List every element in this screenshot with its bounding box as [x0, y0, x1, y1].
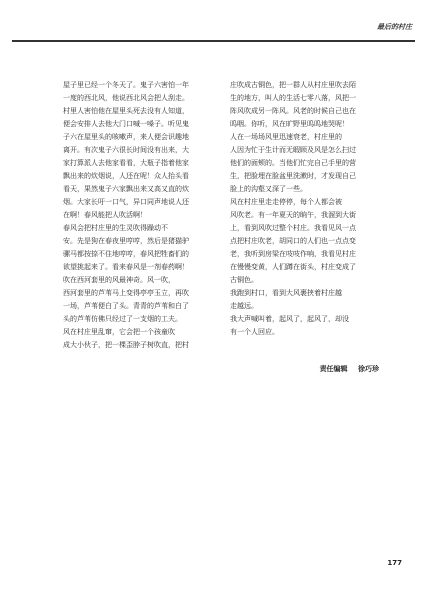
- text-line: 我跑到村口，看到大风裹挟着村庄越: [230, 289, 342, 297]
- text-line: 一场，芦苇便白了头。青青的芦苇和白了: [63, 302, 189, 310]
- text-line: 在啊！春风能把人吹活啊！: [63, 211, 147, 219]
- text-line: 子六在屋里头的咳嗽声，来人便会识趣地: [63, 133, 189, 141]
- text-line: 离开。有次鬼子六很长时间没有出来，大: [63, 146, 189, 154]
- text-line: 走越远。: [230, 302, 258, 310]
- text-line: 人因为忙于生计而无暇顾及风是怎么扫过: [230, 146, 356, 154]
- text-line: 上，看到风吹过整个村庄。我看见风一点: [230, 224, 356, 232]
- editor-signature: [293, 364, 379, 374]
- right-text-column: [230, 79, 378, 339]
- text-line: 风吹老。有一年夏天的晌午，我溜到大街: [230, 211, 356, 219]
- text-line: 吹在西河套里的风最神奇。风一吹，: [63, 276, 175, 284]
- text-line: 呜咽。你听，风在旷野里呜呜地哭呢！: [230, 120, 349, 128]
- text-line: 看天，果然鬼子六家飘出来又高又直的炊: [63, 185, 189, 193]
- left-text-column: [63, 79, 211, 352]
- text-line: 我大声喊叫着，起风了，起风了，却没: [230, 315, 349, 323]
- text-line: 脸上的沟壑又深了一些。: [230, 185, 307, 193]
- text-line: 村里人害怕他在屋里头死去没有人知道，: [63, 107, 189, 115]
- text-line: 一度的西北风，他说西北风会把人刮走。: [63, 94, 189, 102]
- text-line: 庄吹成古铜色，把一群人从村庄里吹去陌: [230, 81, 356, 89]
- text-line: 人在一场场风里迅速衰老，村庄里的: [230, 133, 342, 141]
- text-line: 生，把脸埋在脸盆里洗漱时，才发现自己: [230, 172, 356, 180]
- header-rule: [12, 40, 415, 42]
- text-line: 家打算派人去他家看看，大瓶子指着他家: [63, 159, 189, 167]
- text-line: 风在村庄里走走停停，每个人都会被: [230, 198, 342, 206]
- text-line: 风在村庄里乱窜，它会把一个孩童吹: [63, 328, 175, 336]
- text-line: 他们的面颊的。当他们忙完自己手里的营: [230, 159, 356, 167]
- text-line: 骡马都按捺不住地哼哼，春风把牲畜们的: [63, 250, 189, 258]
- running-header-title: 最后的村庄: [377, 23, 412, 31]
- text-line: 阵风吹成另一阵风。风老的时候自己也在: [230, 107, 356, 115]
- editor-name: 徐巧珍: [358, 365, 379, 373]
- editor-label: 责任编辑: [319, 365, 348, 373]
- text-line: 点把村庄吹老，胡同口的人们也一点点变: [230, 237, 356, 245]
- text-line: 成大小伙子，把一棵歪脖子树吹直，把村: [63, 341, 189, 349]
- text-line: 烟。大家长吁一口气，异口同声地说人还: [63, 198, 189, 206]
- text-line: 老，我听到房梁在吱吱作响，我看见村庄: [230, 250, 356, 258]
- text-line: 头的芦苇仿佛只经过了一支烟的工夫。: [63, 315, 182, 323]
- text-line: 便会安排人去他大门口喊一嗓子。听见鬼: [63, 120, 189, 128]
- text-line: 安。先是狗在春夜里哼哼，然后是猪猫驴: [63, 237, 189, 245]
- text-line: 欲望挑起来了。看来春风是一剂春药啊！: [63, 263, 189, 271]
- text-line: 在慢慢变黄，人们蹲在街头，村庄变成了: [230, 263, 356, 271]
- text-line: 春风会把村庄里的生灵吹得躁动不: [63, 224, 168, 232]
- page-number: 177: [387, 559, 402, 567]
- text-line: 生的地方，叫人的生活七零八落，风把一: [230, 94, 356, 102]
- text-line: 西河套里的芦苇马上变得亭亭玉立，再吹: [63, 289, 189, 297]
- text-line: 屋子里已经一个冬天了。鬼子六害怕一年: [63, 81, 189, 89]
- text-line: 古铜色。: [230, 276, 258, 284]
- text-line: 飘出来的炊烟说，人还在呢！众人抬头看: [63, 172, 189, 180]
- text-line: 有一个人回应。: [230, 328, 279, 336]
